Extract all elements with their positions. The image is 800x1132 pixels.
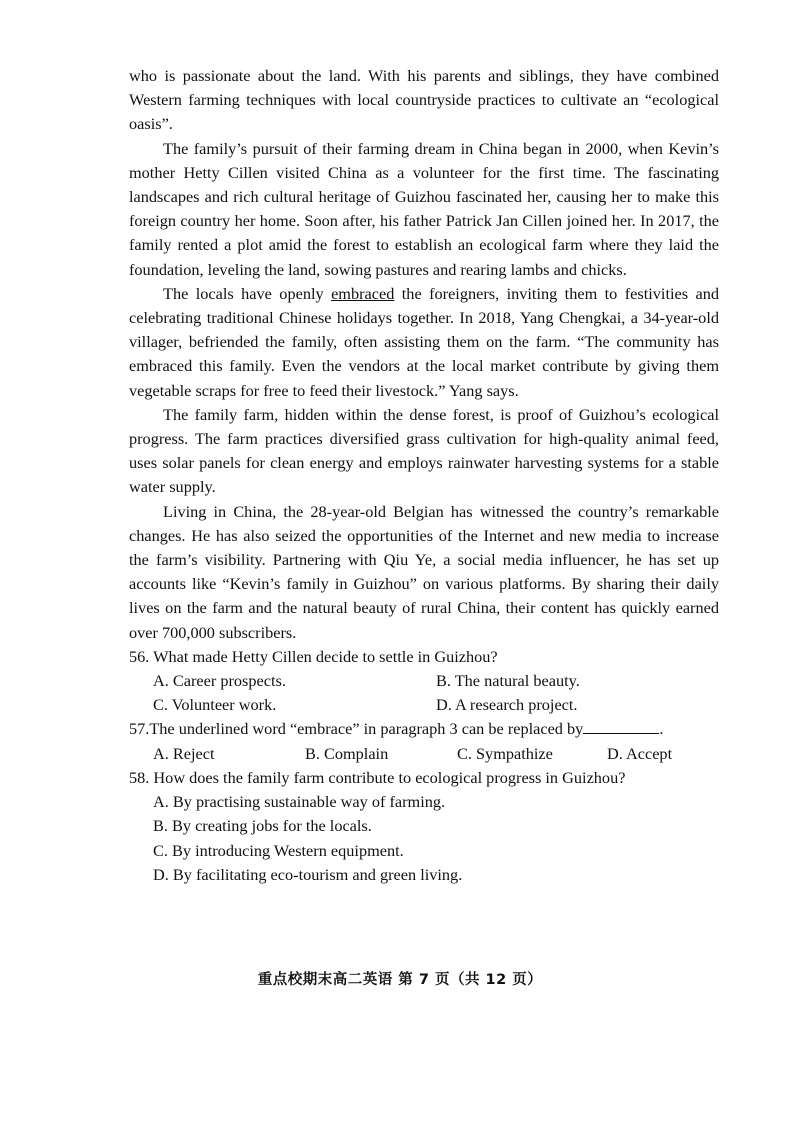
q56-option-b: B. The natural beauty. [436,671,580,691]
q56-option-a: A. Career prospects. [153,671,286,691]
answer-blank [583,719,659,734]
question-56-stem: 56. What made Hetty Cillen decide to settle in Guizhou? [129,646,498,666]
passage-and-questions [129,64,719,887]
paragraph-3-before: The locals have openly [163,283,332,303]
q56-option-d: D. A research project. [436,695,578,715]
q58-option-a: A. By practising sustainable way of farming. [153,792,446,812]
question-57-stem: 57.The underlined word “embrace” in paragraph 3 can be replaced by [129,719,584,739]
q57-option-a: A. Reject [153,743,215,763]
question-56-options-row-1 [153,669,719,693]
paragraph-5: Living in China, the 28-year-old Belgian has witnessed the country’s remarkable changes. He has also seized the opportunities of the Internet and new media to increase the farm’s visibility. Partnering with Qiu Ye, a social media influencer, he has set up accounts like “Kevin’s family in Guizhou” on various platforms. By sharing their daily lives on the farm and the natural beauty of rural China, their content has quickly earned over 700,000 subscribers. [129,501,719,642]
q56-option-c: C. Volunteer work. [153,695,277,715]
underlined-word-embraced: embraced [331,283,395,303]
q58-option-b: B. By creating jobs for the locals. [153,816,372,836]
paragraph-1: who is passionate about the land. With his parents and siblings, they have combined Western farming techniques with local countryside practices to cultivate an “ecological oasis”. [129,66,719,134]
q57-option-d: D. Accept [607,743,673,763]
paragraph-3-after: the foreigners, inviting them to festivities and celebrating traditional Chinese holidays together. In 2018, Yang Chengkai, a 34-year-old villager, befriended the family, often assisting them on the farm. “The community has embraced this family. Even the vendors at the local market contribute by giving them vegetable scraps for free to feed their livestock.” Yang says. [129,283,719,400]
question-58-stem: 58. How does the family farm contribute to ecological progress in Guizhou? [129,767,626,787]
question-57-options [153,742,719,766]
question-57-stem-line [129,717,719,741]
question-56-options-row-2 [153,693,719,717]
paragraph-3 [129,282,719,403]
paragraph-2: The family’s pursuit of their farming dream in China began in 2000, when Kevin’s mother Hetty Cillen visited China as a volunteer for the first time. The fascinating landscapes and rich cultural heritage of Guizhou fascinated her, causing her to make this foreign country her home. Soon after, his father Patrick Jan Cillen joined her. In 2017, the family rented a plot amid the forest to establish an ecological farm where they laid the foundation, leveling the land, sowing pastures and rearing lambs and chicks. [129,138,719,279]
q57-option-c: C. Sympathize [457,743,553,763]
question-57-end: . [659,719,664,739]
page-footer: 重点校期末高二英语 第 7 页（共 12 页） [257,972,543,988]
q58-option-d: D. By facilitating eco-tourism and green living. [153,864,463,884]
q58-option-c: C. By introducing Western equipment. [153,840,404,860]
q57-option-b: B. Complain [305,743,389,763]
paragraph-4: The family farm, hidden within the dense forest, is proof of Guizhou’s ecological progress. The farm practices diversified grass cultivation for high-quality animal feed, uses solar panels for clean energy and employs rainwater harvesting systems for a stable water supply. [129,404,719,497]
